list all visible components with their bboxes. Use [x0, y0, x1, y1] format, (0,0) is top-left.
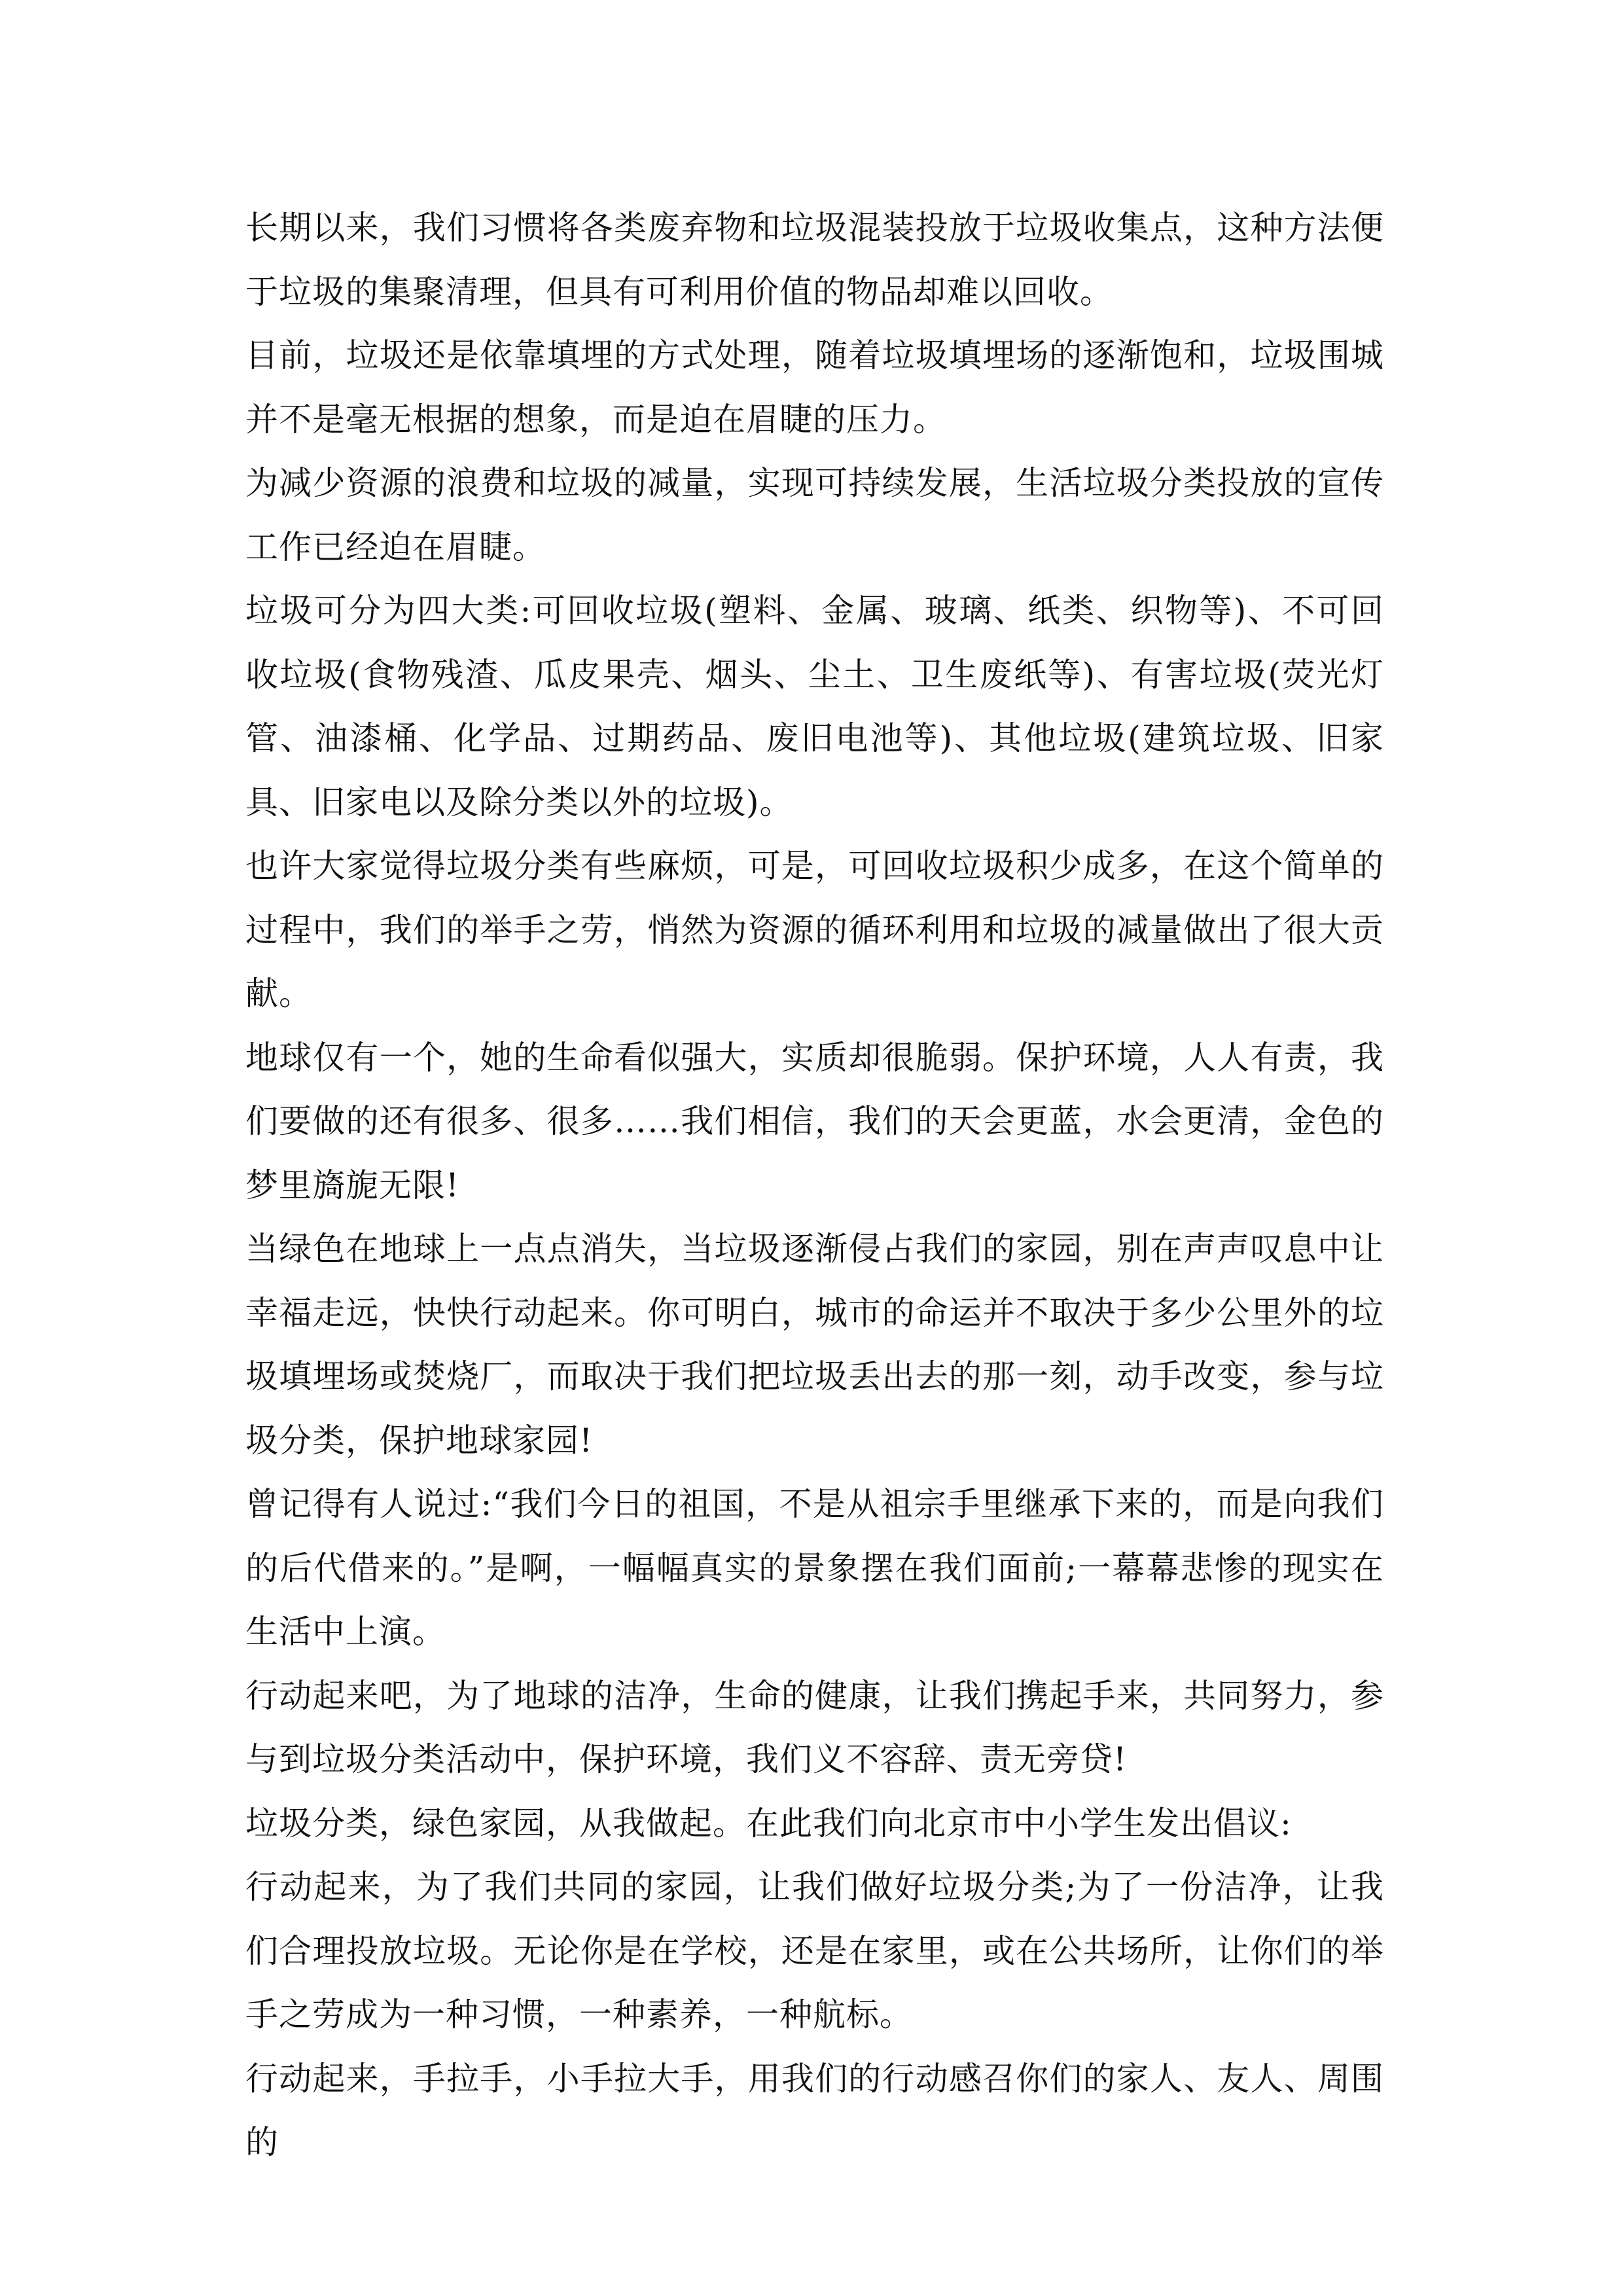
paragraph-10: 垃圾分类，绿色家园，从我做起。在此我们向北京市中小学生发出倡议:	[245, 1804, 1292, 1842]
paragraph-5: 也许大家觉得垃圾分类有些麻烦，可是，可回收垃圾积少成多，在这个简单的过程中，我们的举手之劳，悄然为资源的循环利用和垃圾的减量做出了很大贡献。	[245, 847, 1384, 1013]
paragraph-1: 长期以来，我们习惯将各类废弃物和垃圾混装投放于垃圾收集点，这种方法便于垃圾的集聚清理，但具有可利用价值的物品却难以回收。	[245, 209, 1384, 311]
document-body	[245, 196, 1384, 2175]
paragraph-4: 垃圾可分为四大类:可回收垃圾(塑料、金属、玻璃、纸类、织物等)、不可回收垃圾(食物残渣、瓜皮果壳、烟头、尘土、卫生废纸等)、有害垃圾(荧光灯管、油漆桶、化学品、过期药品、废旧电池等)、其他垃圾(建筑垃圾、旧家具、旧家电以及除分类以外的垃圾)。	[245, 592, 1384, 821]
paragraph-8: 曾记得有人说过:“我们今日的祖国，不是从祖宗手里继承下来的，而是向我们的后代借来的。”是啊，一幅幅真实的景象摆在我们面前;一幕幕悲惨的现实在生活中上演。	[245, 1485, 1384, 1651]
paragraph-2: 目前，垃圾还是依靠填埋的方式处理，随着垃圾填埋场的逐渐饱和，垃圾围城并不是毫无根据的想象，而是迫在眉睫的压力。	[245, 336, 1384, 439]
paragraph-9: 行动起来吧，为了地球的洁净，生命的健康，让我们携起手来，共同努力，参与到垃圾分类活动中，保护环境，我们义不容辞、责无旁贷!	[245, 1676, 1384, 1778]
paragraph-3: 为减少资源的浪费和垃圾的减量，实现可持续发展，生活垃圾分类投放的宣传工作已经迫在眉睫。	[245, 464, 1384, 566]
paragraph-7: 当绿色在地球上一点点消失，当垃圾逐渐侵占我们的家园，别在声声叹息中让幸福走远，快快行动起来。你可明白，城市的命运并不取决于多少公里外的垃圾填埋场或焚烧厂，而取决于我们把垃圾丢出去的那一刻，动手改变，参与垃圾分类，保护地球家园!	[245, 1230, 1384, 1460]
paragraph-12: 行动起来，手拉手，小手拉大手，用我们的行动感召你们的家人、友人、周围的	[245, 2059, 1384, 2161]
paragraph-11: 行动起来，为了我们共同的家园，让我们做好垃圾分类;为了一份洁净，让我们合理投放垃圾。无论你是在学校，还是在家里，或在公共场所，让你们的举手之劳成为一种习惯，一种素养，一种航标。	[245, 1868, 1384, 2034]
paragraph-6: 地球仅有一个，她的生命看似强大，实质却很脆弱。保护环境，人人有责，我们要做的还有很多、很多……我们相信，我们的天会更蓝，水会更清，金色的梦里旖旎无限!	[245, 1038, 1384, 1204]
